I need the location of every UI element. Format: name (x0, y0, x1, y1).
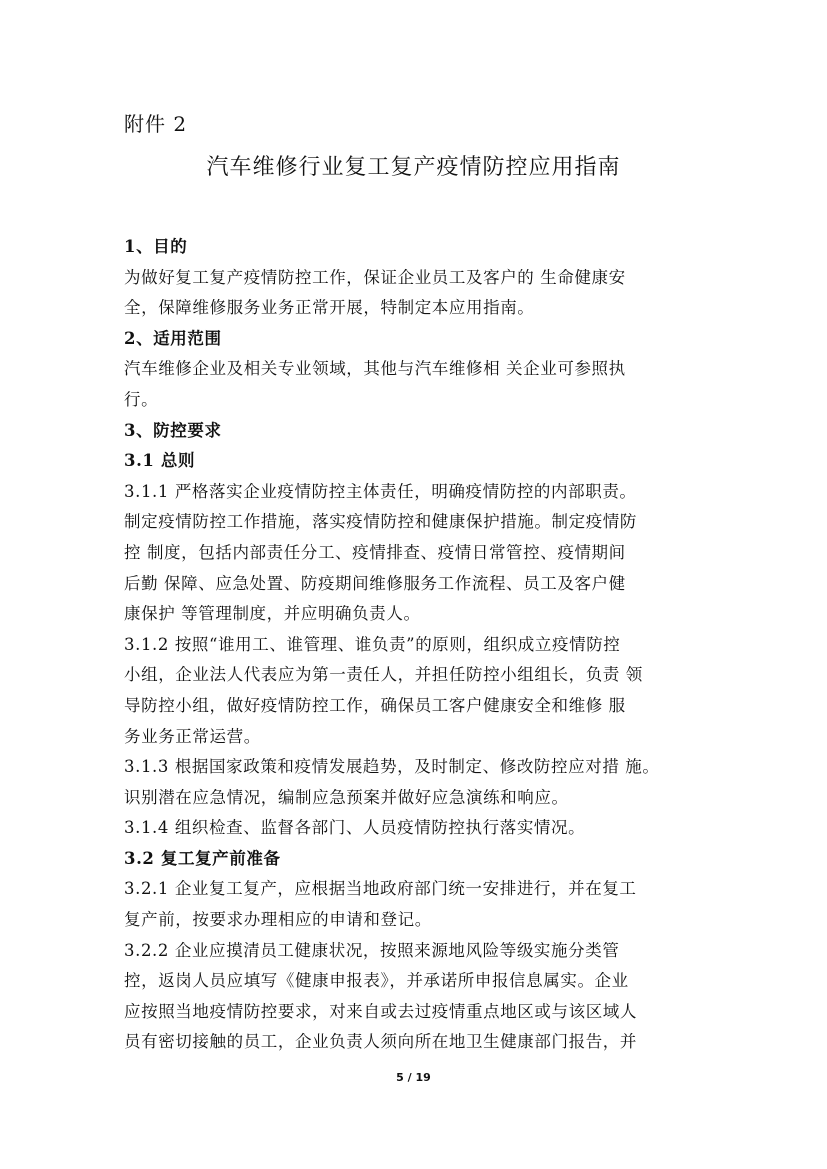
paragraph-line: 应按照当地疫情防控要求，对来自或去过疫情重点地区或与该区域人 (124, 1001, 637, 1021)
paragraph-line: 控 制度，包括内部责任分工、疫情排查、疫情日常管控、疫情期间 (124, 542, 626, 562)
section-heading: 2、适用范围 (124, 328, 222, 348)
paragraph-line: 3.1.3 根据国家政策和疫情发展趋势，及时制定、修改防控应对措 施。 (124, 757, 660, 777)
body-paragraph (124, 354, 714, 415)
paragraph-line: 小组，企业法人代表应为第一责任人，并担任防控小组组长，负责 领 (124, 665, 643, 685)
body-paragraph (124, 630, 714, 752)
document-title: 汽车维修行业复工复产疫情防控应用指南 (206, 155, 621, 180)
paragraph-line: 导防控小组，做好疫情防控工作，确保员工客户健康安全和维修 服 (124, 695, 626, 715)
section-heading: 3、防控要求 (124, 420, 222, 440)
paragraph-line: 汽车维修企业及相关专业领域，其他与汽车维修相 关企业可参照执 (124, 359, 626, 379)
section-heading: 1、目的 (124, 237, 188, 256)
paragraph-line: 3.1.1 严格落实企业疫情防控主体责任，明确疫情防控的内部职责。 (124, 481, 637, 501)
paragraph-line: 务业务正常运营。 (124, 726, 261, 746)
page-number: 5 / 19 (396, 1071, 431, 1084)
body-paragraph (124, 936, 714, 1058)
paragraph-line: 3.2.2 企业应摸清员工健康状况，按照来源地风险等级实施分类管 (124, 940, 620, 960)
body-paragraph (124, 874, 714, 935)
paragraph-line: 3.1.4 组织检查、监督各部门、人员疫情防控执行落实情况。 (124, 818, 586, 838)
paragraph-line: 复产前，按要求办理相应的申请和登记。 (124, 910, 432, 930)
paragraph-line: 识别潜在应急情况，编制应急预案并做好应急演练和响应。 (124, 787, 569, 807)
paragraph-line: 康保护 等管理制度，并应明确负责人。 (124, 604, 421, 624)
body-paragraph (124, 813, 714, 844)
document-body (124, 232, 714, 1058)
body-paragraph (124, 477, 714, 630)
attachment-label: 附件 2 (124, 112, 188, 136)
paragraph-line: 员有密切接触的员工，企业负责人须向所在地卫生健康部门报告，并 (124, 1032, 637, 1052)
paragraph-line: 3.1.2 按照“谁用工、谁管理、谁负责”的原则，组织成立疫情防控 (124, 634, 621, 654)
paragraph-line: 制定疫情防控工作措施，落实疫情防控和健康保护措施。制定疫情防 (124, 512, 637, 532)
section-heading: 3.2 复工复产前准备 (124, 848, 281, 868)
paragraph-line: 3.2.1 企业复工复产，应根据当地政府部门统一安排进行，并在复工 (124, 879, 637, 899)
paragraph-line: 控，返岗人员应填写《健康申报表》，并承诺所申报信息属实。企业 (124, 971, 629, 991)
section-heading: 3.1 总则 (124, 451, 196, 471)
paragraph-line: 行。 (124, 389, 159, 409)
body-paragraph (124, 263, 714, 324)
paragraph-line: 全，保障维修服务业务正常开展，特制定本应用指南。 (124, 298, 535, 318)
paragraph-line: 为做好复工复产疫情防控工作，保证企业员工及客户的 生命健康安 (124, 267, 626, 287)
body-paragraph (124, 752, 714, 813)
paragraph-line: 后勤 保障、应急处置、防疫期间维修服务工作流程、员工及客户健 (124, 573, 626, 593)
